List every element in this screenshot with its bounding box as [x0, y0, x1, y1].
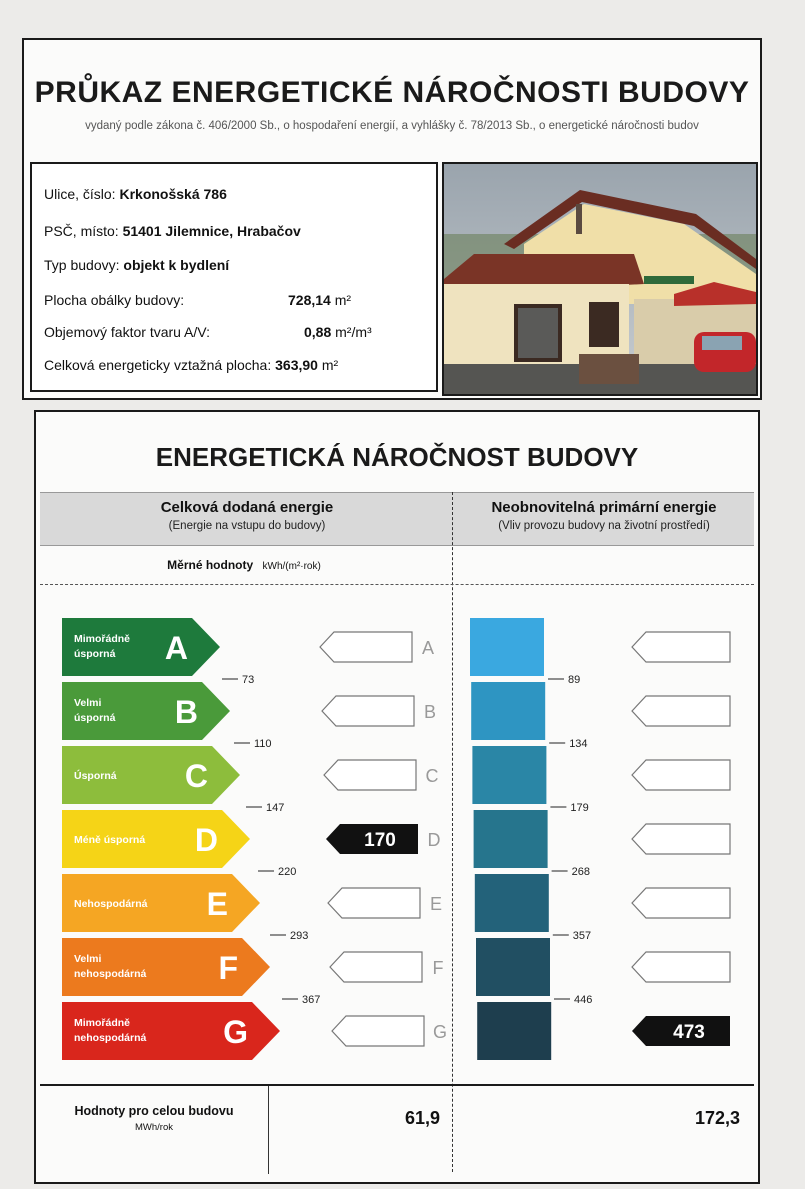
street-value: Krkonošská 786: [119, 186, 227, 202]
ref-area-unit: m²: [321, 357, 339, 373]
left-column-header: [40, 499, 454, 532]
left-empty-marker-b: [322, 696, 414, 726]
right-bar-segment-g: [477, 1002, 551, 1060]
factor-unit: m²/m³: [335, 324, 372, 340]
street-label: Ulice, číslo:: [44, 186, 116, 202]
right-threshold-label: 134: [569, 738, 588, 750]
factor-label: Objemový faktor tvaru A/V:: [44, 324, 210, 340]
class-label-b: Velmi: [74, 697, 102, 709]
right-column-header: [454, 499, 754, 532]
left-marker-letter-d: D: [427, 830, 441, 850]
left-marker-letter-a: A: [421, 638, 435, 658]
class-arrow-a: [62, 618, 220, 676]
footer-unit: MWh/rok: [135, 1122, 173, 1133]
right-threshold-label: 357: [572, 930, 592, 942]
right-threshold-label: 89: [568, 674, 581, 686]
left-threshold-label: 220: [278, 866, 297, 878]
city-value: 51401 Jilemnice, Hrabačov: [122, 223, 301, 239]
right-bar-segment-d: [474, 810, 548, 868]
right-threshold-label: 268: [571, 866, 590, 878]
class-label-g: Mimořádně: [74, 1017, 131, 1029]
building-photo-illustration: [444, 164, 756, 394]
unit-row: [36, 558, 452, 572]
right-bar-segment-b: [471, 682, 545, 740]
left-marker-letter-f: F: [432, 958, 444, 978]
left-threshold-label: 110: [254, 738, 272, 750]
unit-label: Měrné hodnoty: [167, 558, 254, 572]
class-label-g: nehospodárná: [74, 1032, 147, 1044]
class-letter-b: B: [174, 694, 198, 730]
class-label-f: Velmi: [74, 953, 102, 965]
right-empty-marker-d: [632, 824, 730, 854]
footer-left-value: 61,9: [404, 1108, 440, 1128]
right-bar-segment-a: [470, 618, 544, 676]
area-value: 728,14: [288, 292, 331, 308]
left-marker-letter-c: C: [425, 766, 439, 786]
footer-label: Hodnoty pro celou budovu: [74, 1104, 234, 1118]
building-info: [30, 162, 438, 392]
city-label: PSČ, místo:: [44, 223, 119, 239]
type-label: Typ budovy:: [44, 257, 120, 273]
class-label-d: Méně úsporná: [74, 834, 146, 846]
left-threshold-label: 73: [242, 674, 255, 686]
left-empty-marker-g: [332, 1016, 424, 1046]
footer-row: [40, 1084, 754, 1174]
class-letter-e: E: [206, 886, 228, 922]
type-value: objekt k bydlení: [123, 257, 230, 273]
right-empty-marker-a: [632, 632, 730, 662]
ref-area-value: 363,90: [275, 357, 318, 373]
left-threshold-label: 147: [266, 802, 285, 814]
right-column-subtitle: (Vliv provozu budovy na životní prostředí): [498, 520, 710, 532]
unit-value: kWh/(m²·rok): [262, 561, 321, 572]
area-unit: m²: [334, 292, 352, 308]
left-empty-marker-a: [320, 632, 412, 662]
factor-value-row: [304, 324, 372, 340]
left-value-text: 170: [364, 830, 396, 851]
footer-right-value: 172,3: [694, 1108, 740, 1128]
right-bar-segment-e: [475, 874, 549, 932]
street-row: [44, 186, 227, 202]
ref-area-label: Celková energeticky vztažná plocha:: [44, 357, 272, 373]
city-row: [44, 223, 301, 239]
class-label-b: úsporná: [74, 712, 116, 724]
factor-value: 0,88: [304, 324, 332, 340]
energy-title: ENERGETICKÁ NÁROČNOST BUDOVY: [155, 442, 639, 472]
footer-label-cell: [40, 1086, 269, 1174]
left-empty-marker-e: [328, 888, 420, 918]
energy-panel: [34, 410, 760, 1184]
class-label-a: Mimořádně: [74, 633, 131, 645]
class-letter-f: F: [218, 950, 238, 986]
right-empty-marker-b: [632, 696, 730, 726]
left-empty-marker-f: [330, 952, 422, 982]
class-letter-d: D: [194, 822, 218, 858]
left-empty-marker-c: [324, 760, 416, 790]
right-bar-segment-c: [472, 746, 546, 804]
building-photo: [442, 162, 758, 396]
right-threshold-label: 179: [570, 802, 589, 814]
class-letter-g: G: [223, 1014, 248, 1050]
area-value-row: [288, 292, 351, 308]
class-arrow-b: [62, 682, 230, 740]
class-label-e: Nehospodárná: [74, 898, 148, 910]
left-threshold-label: 293: [290, 930, 309, 942]
document-title: PRŮKAZ ENERGETICKÉ NÁROČNOSTI BUDOVY: [34, 76, 750, 109]
left-column-subtitle: (Energie na vstupu do budovy): [168, 520, 326, 532]
right-empty-marker-c: [632, 760, 730, 790]
class-arrow-f: [62, 938, 270, 996]
right-empty-marker-f: [632, 952, 730, 982]
left-marker-letter-g: G: [432, 1022, 448, 1042]
area-label: Plocha obálky budovy:: [44, 292, 185, 308]
ref-area-row: [44, 357, 338, 373]
class-label-a: úsporná: [74, 648, 116, 660]
header-panel: [22, 38, 762, 400]
class-letter-a: A: [164, 630, 188, 666]
right-threshold-label: 446: [574, 994, 593, 1006]
left-marker-letter-b: B: [423, 702, 437, 722]
type-row: [44, 257, 229, 273]
right-bar-segment-f: [476, 938, 550, 996]
right-column-title: Neobnovitelná primární energie: [491, 499, 717, 516]
energy-scale: [36, 582, 758, 1082]
left-threshold-label: 367: [302, 994, 321, 1006]
right-value-text: 473: [673, 1022, 705, 1043]
class-label-c: Úsporná: [74, 770, 117, 782]
left-column-title: Celková dodaná energie: [160, 499, 334, 516]
left-marker-letter-e: E: [429, 894, 443, 914]
right-empty-marker-e: [632, 888, 730, 918]
class-letter-c: C: [184, 758, 208, 794]
column-header: [40, 492, 754, 546]
class-label-f: nehospodárná: [74, 968, 147, 980]
document-subtitle: vydaný podle zákona č. 406/2000 Sb., o hospodaření energií, a vyhlášky č. 78/2013 Sb., o energetické náročnosti budov: [85, 120, 699, 132]
